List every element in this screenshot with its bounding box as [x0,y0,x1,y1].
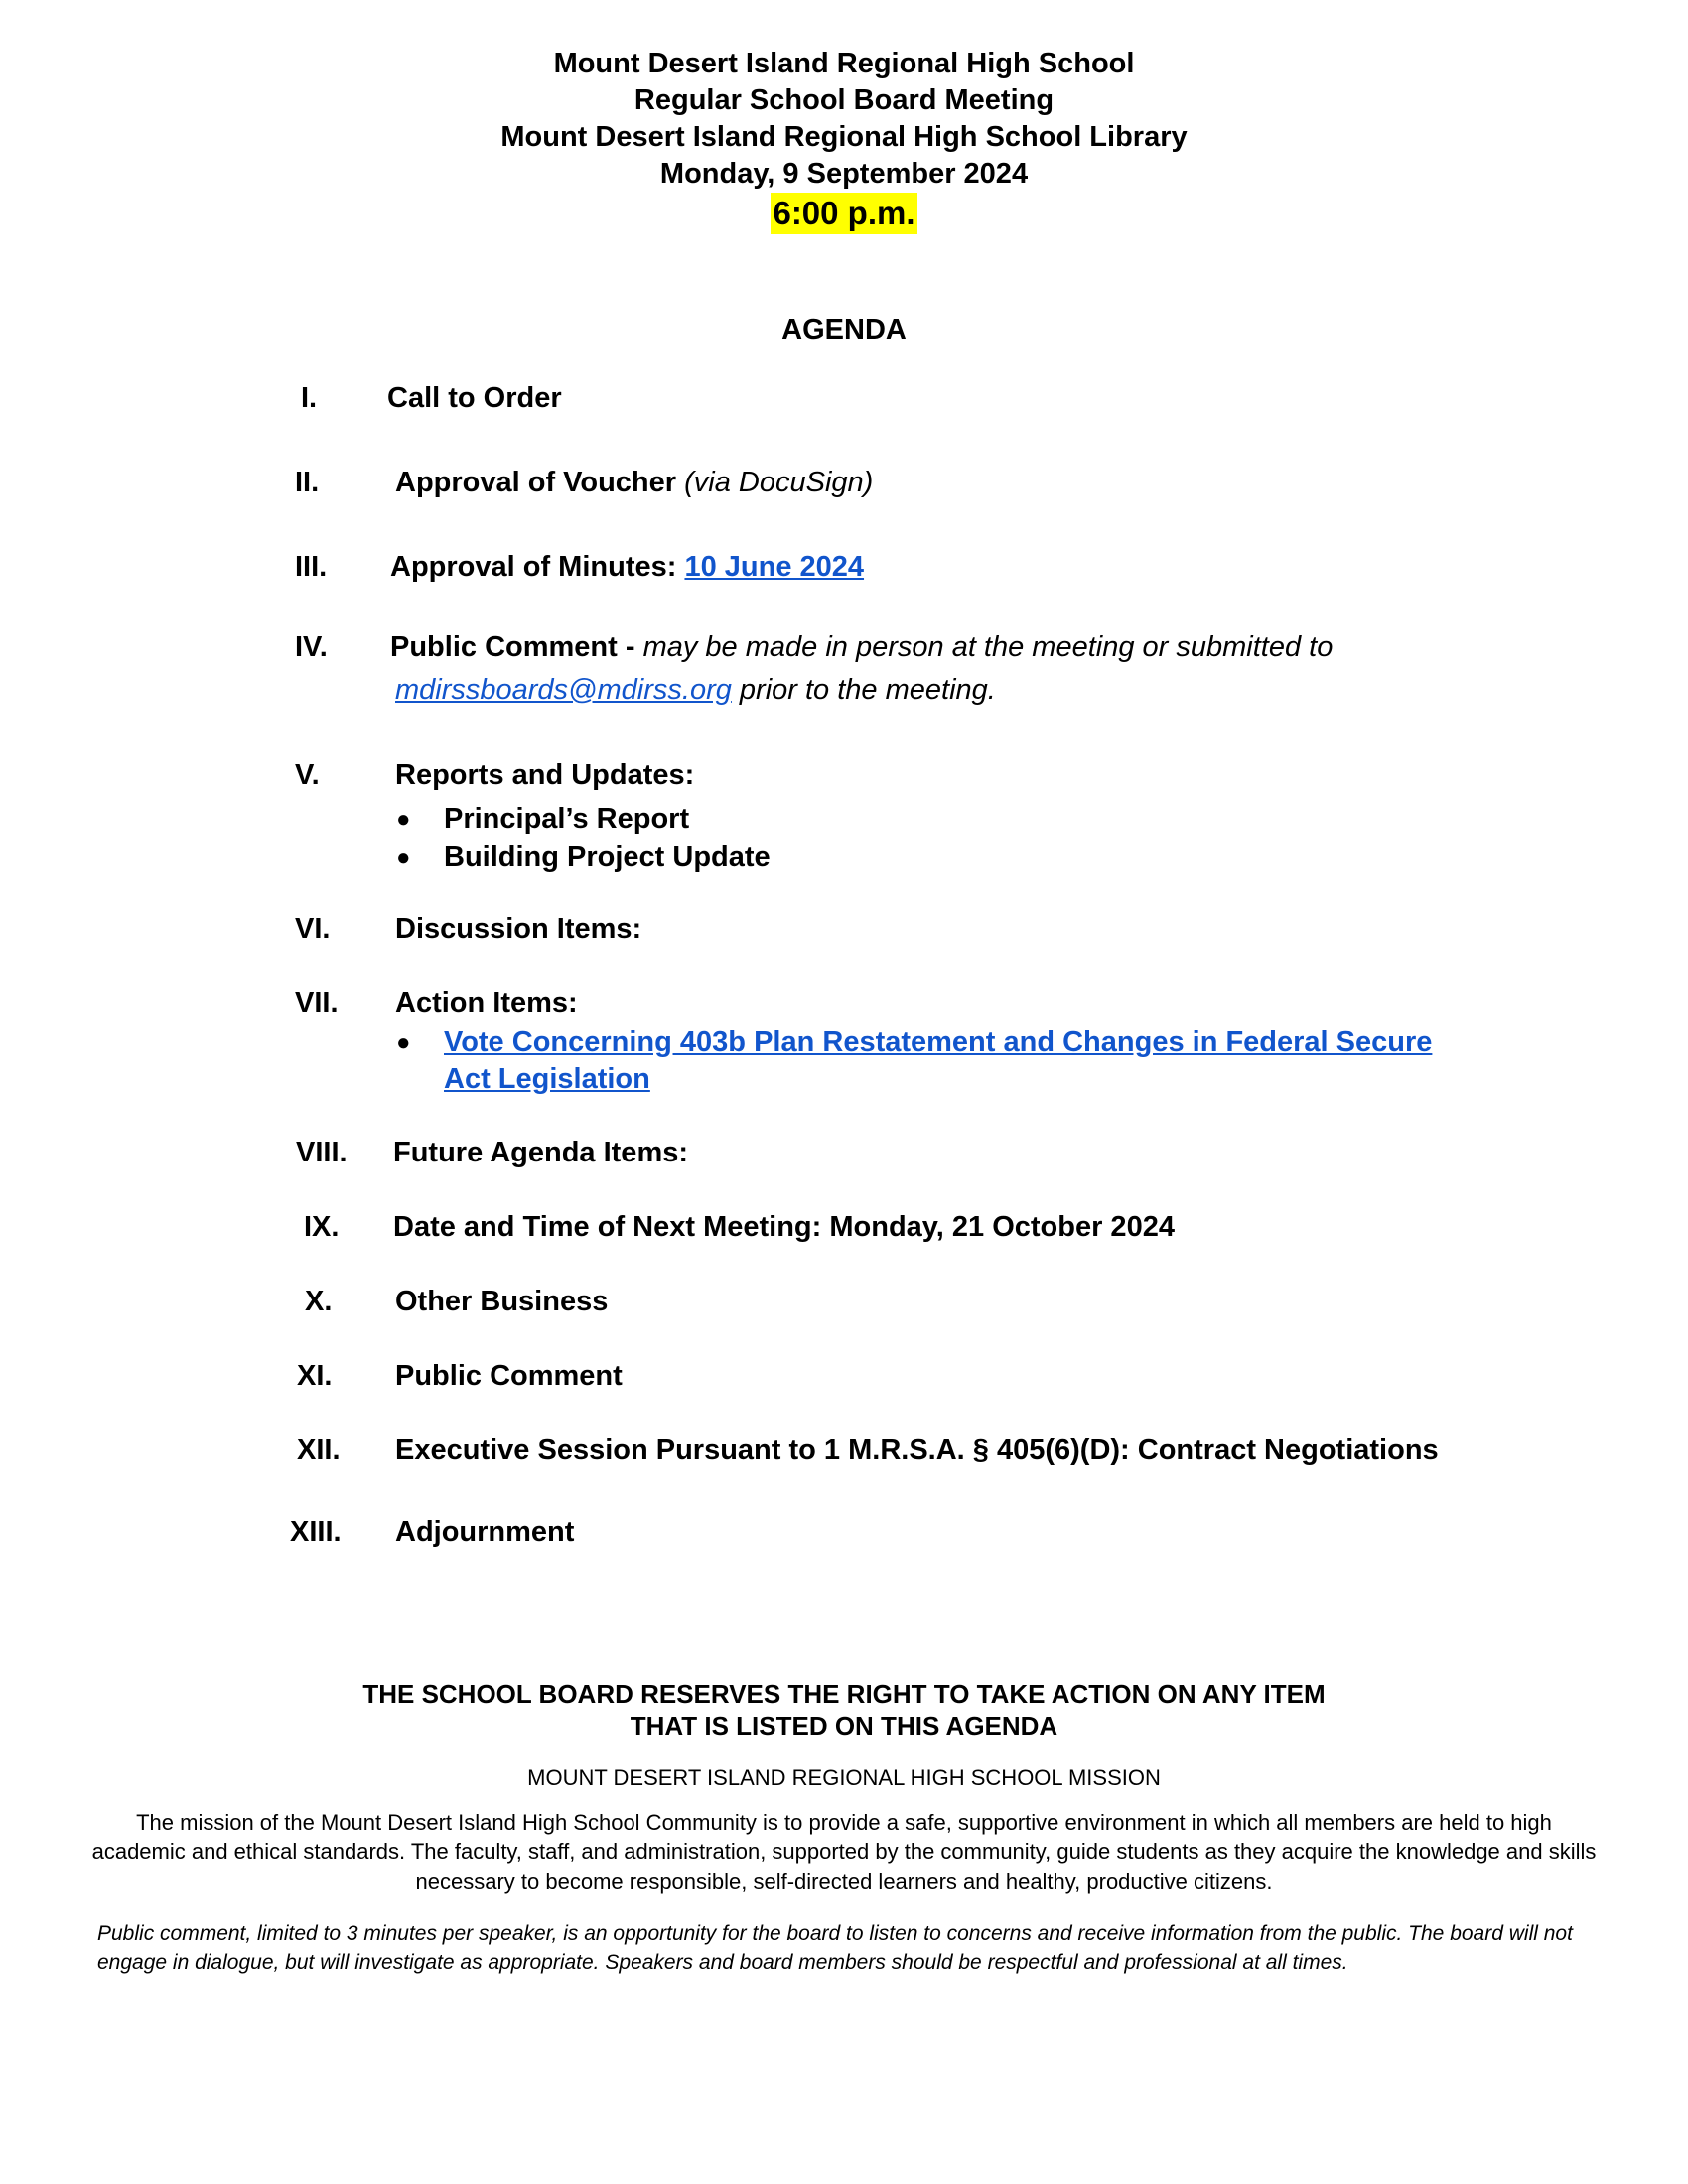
public-comment-note: Public comment, limited to 3 minutes per speaker, is an opportunity for the board to listen to concerns and receive information from the public. The board will not engage in dialogue, but will investigate as appropriate. Speakers and board members should be respectful and professional at all times. [97,1922,1573,1974]
bullet-text: Building Project Update [444,841,771,873]
reserve-line: THE SCHOOL BOARD RESERVES THE RIGHT TO TAKE ACTION ON ANY ITEM [362,1679,1326,1708]
meeting-time: 6:00 p.m. [771,193,916,234]
bullet-icon: ● [396,844,411,871]
reserve-right-notice [0,1678,1688,1743]
bullet-icon: ● [396,806,411,833]
item-number: XIII. [290,1516,342,1548]
agenda-item-adjournment: Adjournment [395,1516,575,1548]
item-number: IX. [304,1211,340,1243]
item-number: X. [305,1286,333,1317]
email-link[interactable]: mdirssboards@mdirss.org [395,674,732,706]
agenda-item-call-to-order: Call to Order [387,382,562,414]
item-number: VII. [295,987,339,1019]
agenda-item-other-business: Other Business [395,1286,609,1317]
action-item-link-continued[interactable]: Act Legislation [444,1063,650,1095]
item-number: VI. [295,913,331,945]
agenda-item-public-comment [390,629,1333,666]
reserve-line: THAT IS LISTED ON THIS AGENDA [630,1711,1058,1741]
meeting-header [0,46,1688,234]
item-note: may be made in person at the meeting or submitted to [642,631,1334,663]
item-label: Approval of Minutes: [390,551,677,583]
action-item-link[interactable]: Vote Concerning 403b Plan Restatement and Changes in Federal Secure [444,1026,1433,1058]
meeting-location: Mount Desert Island Regional High School Library [500,121,1188,153]
item-note-continued: prior to the meeting. [739,674,996,706]
public-comment-email-line [395,672,996,709]
agenda-item-action-items: Action Items: [395,987,578,1019]
bullet-text: Principal’s Report [444,803,690,835]
agenda-item-executive-session: Executive Session Pursuant to 1 M.R.S.A. § 405(6)(D): Contract Negotiations [395,1434,1439,1466]
agenda-item-approval-of-minutes [390,549,864,586]
mission-statement: The mission of the Mount Desert Island High School Community is to provide a safe, supportive environment in which all members are held to high academic and ethical standards. The faculty, staff, and administration, supported by the community, guide students as they acquire the knowledge and skills necessary to become responsible, self-directed learners and healthy, productive citizens. [91,1810,1597,1894]
mission-title: MOUNT DESERT ISLAND REGIONAL HIGH SCHOOL MISSION [527,1765,1161,1790]
agenda-item-discussion-items: Discussion Items: [395,913,642,945]
item-number: II. [295,467,320,498]
item-number: I. [301,382,318,414]
item-note: (via DocuSign) [684,467,874,498]
agenda-item-next-meeting: Date and Time of Next Meeting: Monday, 21 October 2024 [393,1211,1175,1243]
agenda-item-future-agenda-items: Future Agenda Items: [393,1137,689,1168]
item-number: XI. [297,1360,333,1392]
item-label: Approval of Voucher [395,467,677,498]
agenda-item-public-comment-2: Public Comment [395,1360,623,1392]
item-number: VIII. [296,1137,348,1168]
item-number: IV. [295,631,328,663]
school-name: Mount Desert Island Regional High School [553,48,1135,79]
meeting-type: Regular School Board Meeting [633,84,1055,116]
item-label: Public Comment - [390,631,635,663]
minutes-link[interactable]: 10 June 2024 [684,551,865,583]
item-number: XII. [297,1434,341,1466]
bullet-icon: ● [396,1029,411,1056]
item-number: III. [295,551,328,583]
agenda-item-reports-and-updates: Reports and Updates: [395,759,695,791]
item-number: V. [295,759,320,791]
meeting-date: Monday, 9 September 2024 [659,158,1029,190]
agenda-title: AGENDA [781,314,907,345]
agenda-item-approval-of-voucher [395,465,873,501]
